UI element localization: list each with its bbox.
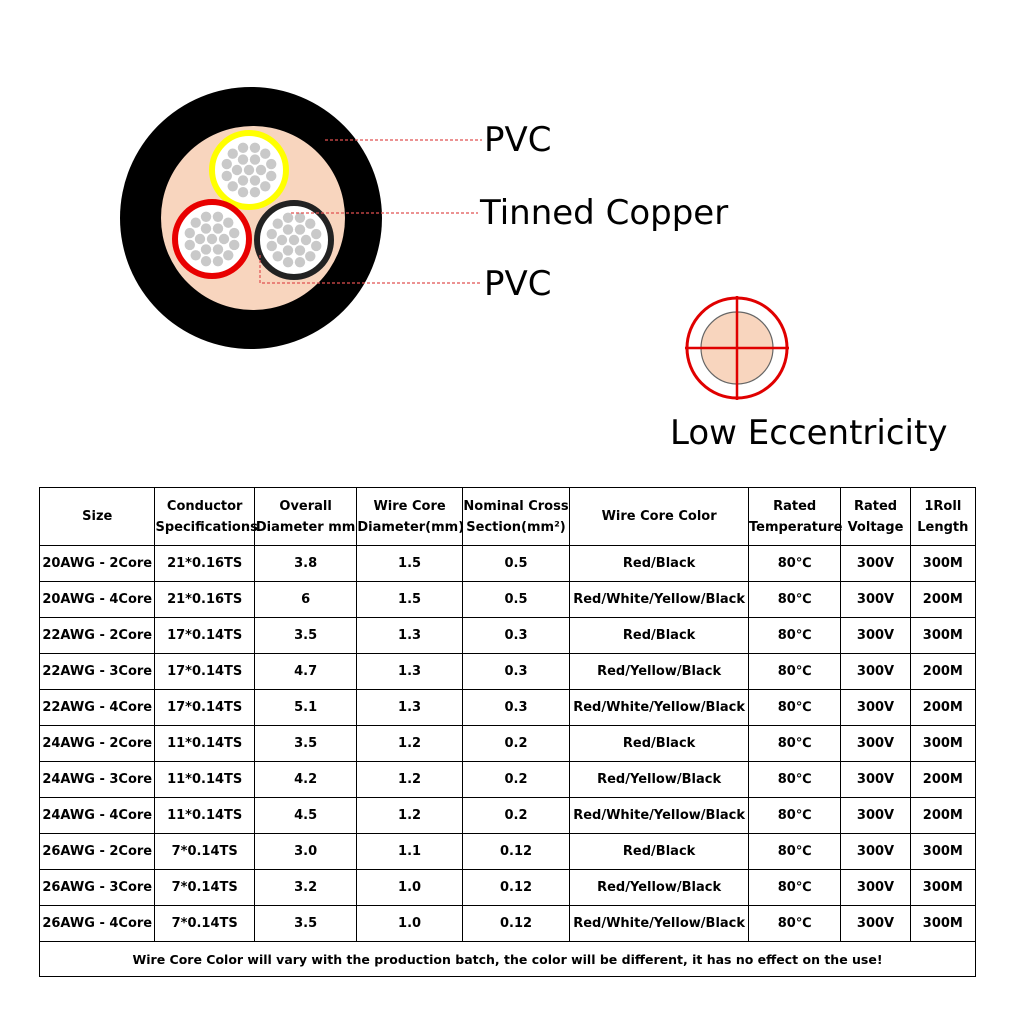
table-cell: 200M [910,762,975,798]
column-header-line: Rated [853,498,898,514]
table-cell: 200M [910,798,975,834]
copper-strand [222,171,232,181]
table-cell: 0.12 [462,906,569,942]
cable-cross-section [0,0,1016,480]
copper-strand [266,159,276,169]
copper-strand [223,250,233,260]
copper-strand [250,154,260,164]
table-cell: 0.2 [462,762,569,798]
eccentricity-icon [685,296,789,400]
table-cell: 80℃ [748,762,840,798]
copper-strand [238,143,248,153]
table-cell: 300V [841,546,910,582]
table-cell: 20AWG - 4Core [40,582,155,618]
table-cell: 0.3 [462,654,569,690]
table-cell: 24AWG - 3Core [40,762,155,798]
copper-strand [267,241,277,251]
table-cell: 1.0 [357,906,462,942]
column-header [748,488,843,546]
table-cell: 300M [910,726,975,762]
table-row [40,546,976,582]
copper-strand [238,187,248,197]
table-cell: 0.3 [462,618,569,654]
table-cell: Red/White/Yellow/Black [570,582,749,618]
table-cell: 20AWG - 2Core [40,546,155,582]
table-body [40,546,976,942]
copper-strand [213,212,223,222]
table-cell: 26AWG - 3Core [40,870,155,906]
column-header-line: Rated [773,498,817,514]
column-header [841,488,910,546]
copper-strand [191,250,201,260]
table-cell: Red/White/Yellow/Black [570,798,749,834]
table-cell: 3.2 [254,870,356,906]
table-cell: 24AWG - 2Core [40,726,155,762]
table-row [40,762,976,798]
table-cell: 0.5 [462,546,569,582]
table-cell: 300V [841,690,910,726]
label-pvc-jacket: PVC [484,120,552,160]
copper-strand [213,244,223,254]
table-cell: 0.2 [462,798,569,834]
table-cell: 80℃ [748,654,840,690]
table-cell: 300M [910,834,975,870]
table-cell: 1.2 [357,726,462,762]
column-header-line: Temperature [748,519,843,535]
table-cell: 6 [254,582,356,618]
table-cell: 17*0.14TS [155,690,254,726]
table-cell: 80℃ [748,870,840,906]
table-cell: 300M [910,546,975,582]
table-cell: 17*0.14TS [155,618,254,654]
table-cell: 300V [841,618,910,654]
copper-strand [260,149,270,159]
copper-strand [267,229,277,239]
table-cell: 1.3 [357,618,462,654]
table-cell: 300M [910,618,975,654]
table-cell: 11*0.14TS [155,726,254,762]
table-cell: 1.0 [357,870,462,906]
table-cell: 7*0.14TS [155,870,254,906]
copper-strand [250,187,260,197]
table-cell: 300V [841,762,910,798]
table-row [40,798,976,834]
column-header [462,488,569,546]
copper-strand [311,241,321,251]
table-cell: 22AWG - 2Core [40,618,155,654]
copper-strand [229,228,239,238]
column-header-line: Overall [279,498,332,514]
copper-strand [283,257,293,267]
copper-strand [283,224,293,234]
table-cell: 11*0.14TS [155,762,254,798]
copper-strand [222,159,232,169]
table-header-row [40,488,976,546]
copper-strand [305,219,315,229]
table-cell: 3.0 [254,834,356,870]
copper-strand [195,234,205,244]
table-cell: 3.5 [254,618,356,654]
table-cell: 300M [910,906,975,942]
table-note-row [40,942,976,977]
copper-strand [228,149,238,159]
table-cell: 300V [841,654,910,690]
table-cell: 26AWG - 4Core [40,906,155,942]
table-cell: 200M [910,654,975,690]
table-cell: 1.3 [357,690,462,726]
table-cell: 1.3 [357,654,462,690]
table-row [40,906,976,942]
column-header [155,488,258,546]
table-cell: Red/Yellow/Black [570,654,749,690]
spec-table [39,487,976,977]
table-cell: 0.2 [462,726,569,762]
table-cell: 4.7 [254,654,356,690]
copper-strand [207,234,217,244]
table-cell: 11*0.14TS [155,798,254,834]
copper-strand [213,223,223,233]
core-yellow [212,133,286,207]
copper-strand [256,165,266,175]
cable-diagram [0,0,1016,480]
copper-strand [305,251,315,261]
table-cell: 300V [841,906,910,942]
copper-strand [228,181,238,191]
label-pvc-insulation: PVC [484,264,552,304]
table-cell: 200M [910,582,975,618]
table-cell: 5.1 [254,690,356,726]
table-cell: 0.12 [462,834,569,870]
column-header-line: Length [917,519,969,535]
column-header-line: Size [82,509,113,524]
column-header-line: Section(mm²) [466,519,566,535]
copper-strand [273,219,283,229]
column-header-line: Diameter mm [255,519,356,535]
table-cell: Red/Black [570,726,749,762]
copper-strand [223,218,233,228]
table-cell: 1.2 [357,798,462,834]
table-cell: 300M [910,870,975,906]
table-cell: 4.5 [254,798,356,834]
copper-strand [201,256,211,266]
table-cell: 80℃ [748,546,840,582]
table-row [40,726,976,762]
table-cell: 21*0.16TS [155,582,254,618]
table-cell: 0.12 [462,870,569,906]
table-cell: 21*0.16TS [155,546,254,582]
table-cell: Red/Black [570,546,749,582]
table-cell: 1.1 [357,834,462,870]
copper-strand [250,143,260,153]
table-row [40,690,976,726]
table-cell: 0.5 [462,582,569,618]
copper-strand [295,245,305,255]
copper-strand [260,181,270,191]
table-cell: Red/Black [570,834,749,870]
column-header-line: 1Roll [924,498,962,514]
copper-strand [185,240,195,250]
copper-strand [229,240,239,250]
column-header [254,488,356,546]
copper-strand [191,218,201,228]
table-cell: 7*0.14TS [155,906,254,942]
table-cell: 24AWG - 4Core [40,798,155,834]
copper-strand [273,251,283,261]
table-cell: 17*0.14TS [155,654,254,690]
table-cell: Red/Black [570,618,749,654]
copper-strand [201,244,211,254]
table-cell: 22AWG - 4Core [40,690,155,726]
table-row [40,834,976,870]
table-note: Wire Core Color will vary with the production batch, the color will be different, it has no effect on the use! [40,942,976,977]
label-low-eccentricity: Low Eccentricity [670,413,948,453]
column-header-line: Wire Core Color [601,509,717,524]
copper-strand [185,228,195,238]
table-cell: Red/Yellow/Black [570,870,749,906]
table-cell: 1.5 [357,582,462,618]
copper-strand [289,235,299,245]
table-cell: 300V [841,798,910,834]
copper-strand [219,234,229,244]
table-cell: 7*0.14TS [155,834,254,870]
column-header-line: Wire Core [373,498,446,514]
table-cell: 300V [841,870,910,906]
table-cell: 3.8 [254,546,356,582]
column-header [910,488,975,546]
copper-strand [244,165,254,175]
table-cell: 80℃ [748,618,840,654]
table-row [40,654,976,690]
copper-strand [238,154,248,164]
table-cell: Red/White/Yellow/Black [570,690,749,726]
copper-strand [277,235,287,245]
table-cell: 1.5 [357,546,462,582]
core-red [175,202,249,276]
column-header-line: Nominal Cross [463,498,569,514]
table-cell: 3.5 [254,906,356,942]
column-header-line: Diameter(mm) [357,519,465,535]
table-row [40,618,976,654]
table-cell: 4.2 [254,762,356,798]
copper-strand [232,165,242,175]
table-cell: 80℃ [748,690,840,726]
copper-strand [238,175,248,185]
copper-strand [295,213,305,223]
copper-strand [283,245,293,255]
table-cell: 200M [910,690,975,726]
copper-strand [213,256,223,266]
core-black [257,203,331,277]
table-cell: 26AWG - 2Core [40,834,155,870]
table-cell: 80℃ [748,798,840,834]
table-cell: 80℃ [748,726,840,762]
copper-strand [250,175,260,185]
label-tinned-copper: Tinned Copper [480,193,729,233]
table-cell: 22AWG - 3Core [40,654,155,690]
table-cell: 80℃ [748,834,840,870]
copper-strand [301,235,311,245]
table-cell: 0.3 [462,690,569,726]
column-header [570,488,749,546]
table-row [40,582,976,618]
column-header-line: Conductor [166,498,243,514]
table-cell: Red/Yellow/Black [570,762,749,798]
copper-strand [311,229,321,239]
table-cell: 300V [841,834,910,870]
copper-strand [295,257,305,267]
table-cell: 80℃ [748,906,840,942]
copper-strand [201,223,211,233]
column-header [40,488,155,546]
table-row [40,870,976,906]
table-cell: 80℃ [748,582,840,618]
column-header [357,488,465,546]
table-cell: 300V [841,582,910,618]
column-header-line: Specifications [155,519,258,535]
table-cell: 1.2 [357,762,462,798]
table-cell: 3.5 [254,726,356,762]
table-cell: Red/White/Yellow/Black [570,906,749,942]
copper-strand [201,212,211,222]
copper-strand [266,171,276,181]
column-header-line: Voltage [847,519,904,535]
copper-strand [295,224,305,234]
table-cell: 300V [841,726,910,762]
copper-strand [283,213,293,223]
